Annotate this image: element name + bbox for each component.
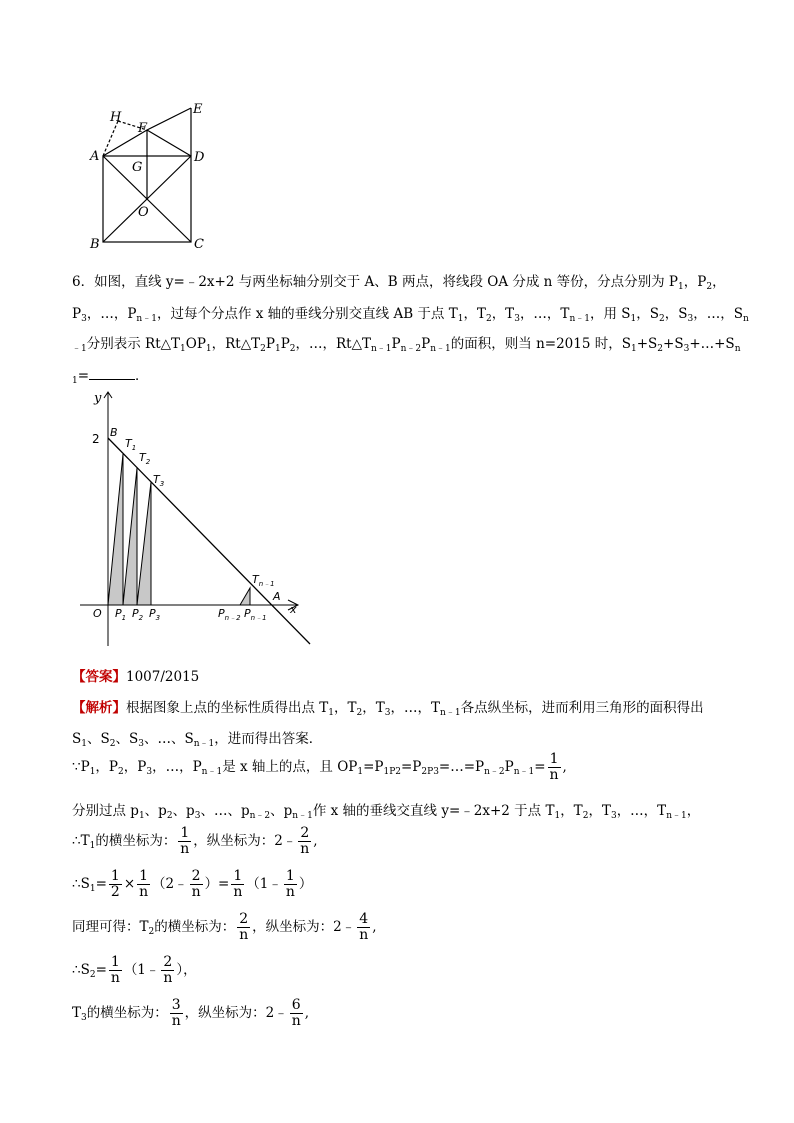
label-a: A — [90, 149, 100, 164]
analysis-line-2: $S_1$、$S_2$、$S_3$、…、$S_{n﹣1}$，进而得出答案． — [72, 731, 323, 749]
analysis-line-7: 同理可得：$T_2$的横坐标为： $\frac{2}{n}$ ，纵坐标为：2﹣ $\frac{4}{n}$ , — [72, 911, 377, 943]
coordinate-figure — [80, 388, 320, 650]
analysis-line-5: $\therefore T_1$的横坐标为： $\frac{1}{n}$ ，纵坐标为：2﹣ $\frac{2}{n}$ , — [72, 825, 318, 857]
problem-number: 6． — [72, 274, 95, 290]
label-pn2: $P_{n﹣2}$ — [218, 607, 241, 622]
label-e: E — [193, 102, 203, 117]
label-c: C — [194, 237, 204, 252]
analysis-line-3: $\because P_1$，$P_2$，$P_3$，…，$P_{n﹣1}$是 x 轴上的点，且 $OP_1=P_{1P2}=P_{2P3}=\dots=P_{n﹣2}P_{n﹣1}=$ $\frac{1}{n}$ , — [72, 751, 567, 783]
label-p2: $P_2$ — [132, 607, 144, 622]
analysis-line-8: $\therefore S_2=$ $\frac{1}{n}$ （1﹣ $\frac{2}{n}$ ）， — [72, 954, 197, 986]
label-b: B — [110, 426, 118, 439]
answer-line — [72, 665, 199, 685]
analysis-tag: 【解析】 — [72, 700, 126, 716]
analysis-line-4: 分别过点 $p_1$、$p_2$、$p_3$、…、$p_{n﹣2}$、$p_{n﹣1}$作 x 轴的垂线交直线 y=﹣2x+2 于点 $T_1$，$T_2$，$T_3$，…，$T_{n﹣1}$， — [72, 803, 701, 821]
problem-line-3: $_{﹣1}$分别表示 $Rt\triangle T_1OP_1$，$Rt\triangle T_2P_1P_2$，…，$Rt\triangle T_{n﹣1}P_{n﹣2}P_{n﹣1}$的面积，则当 n=2015 时，$S_1+S_2+S_3+\dots+S_n$ — [72, 336, 741, 354]
triangle-tn1 — [240, 588, 250, 605]
analysis-line-9: $T_3$的横坐标为： $\frac{3}{n}$ ，纵坐标为：2﹣ $\frac{6}{n}$ , — [72, 997, 309, 1029]
analysis-line-1: 【解析】根据图象上点的坐标性质得出点 $T_1$，$T_2$，$T_3$，…，$T_{n﹣1}$各点纵坐标，进而利用三角形的面积得出 — [72, 700, 704, 718]
problem-line-1: 6．如图，直线 y=﹣2x+2 与两坐标轴分别交于 A、B 两点，将线段 OA 分成 n 等份，分点分别为 $P_1$，$P_2$， — [72, 274, 726, 292]
analysis-line-6: $\therefore S_1=$ $\frac{1}{2}$ × $\frac{1}{n}$ （2﹣ $\frac{2}{n}$ ）= $\frac{1}{n}$ （1﹣ $\frac{1}{n}$ ） — [72, 868, 313, 900]
label-f: F — [138, 121, 148, 136]
segment-fe — [147, 108, 191, 130]
label-p1: $P_1$ — [115, 607, 127, 622]
label-pn1: $P_{n﹣1}$ — [244, 607, 267, 622]
segment-fd — [147, 130, 191, 156]
y-two-label: 2 — [92, 432, 100, 446]
triangle-t3p2p3 — [137, 482, 151, 605]
label-g: G — [132, 160, 143, 175]
answer-tag: 【答案】 — [72, 669, 126, 685]
label-t2: $T_2$ — [139, 451, 151, 466]
answer-value: 1007/2015 — [126, 669, 200, 685]
label-p3: $P_3$ — [149, 607, 161, 622]
label-t3: $T_3$ — [153, 473, 165, 488]
y-label: y — [94, 391, 102, 406]
label-tn1: $T_{n﹣1}$ — [252, 573, 275, 588]
label-h: H — [110, 110, 122, 125]
label-a: A — [273, 590, 281, 603]
label-t1: $T_1$ — [125, 437, 137, 452]
label-o: O — [138, 205, 149, 220]
answer-blank — [89, 367, 135, 380]
geometry-figure-square — [80, 96, 220, 256]
label-o: O — [93, 607, 102, 620]
problem-line-4: $_1$= ． — [72, 368, 149, 386]
triangle-t2p1p2 — [123, 468, 137, 605]
label-x: x — [290, 603, 297, 616]
problem-line-2: $P_3$，…，$P_{n﹣1}$，过每个分点作 x 轴的垂线分别交直线 AB 于点 $T_1$，$T_2$，$T_3$，…，$T_{n﹣1}$，用 $S_1$，$S_2$，$S_3$，…，$S_n$ — [72, 306, 749, 324]
triangle-t1op1 — [108, 454, 123, 605]
label-d: D — [194, 150, 205, 165]
dashed-ah — [103, 121, 118, 156]
label-b: B — [90, 237, 100, 252]
